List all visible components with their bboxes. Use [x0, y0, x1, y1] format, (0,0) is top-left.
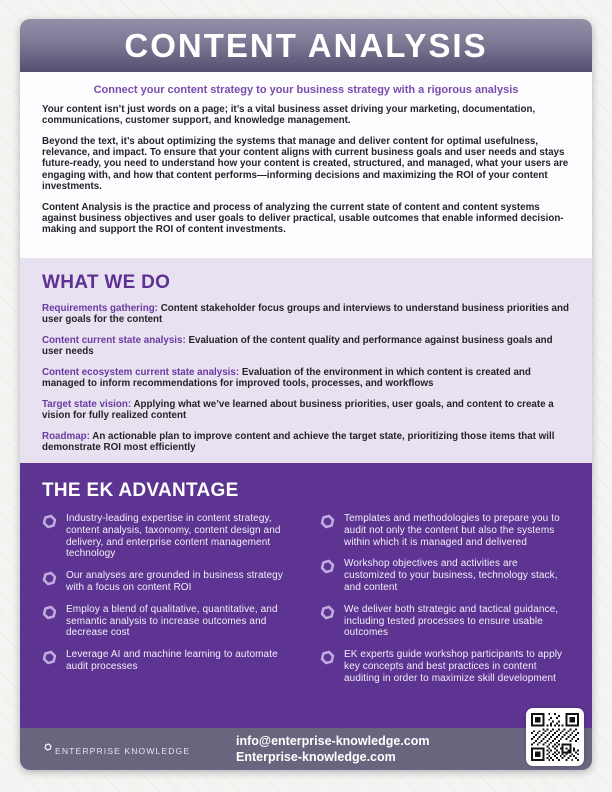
- advantage-text: Templates and methodologies to prepare you to audit not only the content but also the systems within which it is managed and delivered: [344, 513, 560, 548]
- ek-logo-hexagon-icon: [44, 743, 52, 751]
- advantage-item: [320, 649, 570, 684]
- hexagon-bullet-icon: [42, 605, 57, 620]
- advantage-item: [320, 558, 570, 593]
- service-item-roadmap: [42, 431, 570, 454]
- ek-logo-text: ENTERPRISE KNOWLEDGE: [55, 745, 191, 756]
- contact-block: [236, 733, 429, 765]
- advantage-left-column: [42, 513, 292, 695]
- advantage-right-column: [320, 513, 570, 695]
- advantage-text: Leverage AI and machine learning to automate audit processes: [66, 649, 278, 672]
- enterprise-knowledge-logo: [44, 743, 214, 756]
- tagline: Connect your content strategy to your business strategy with a rigorous analysis: [93, 84, 519, 96]
- advantage-text: Workshop objectives and activities are customized to your business, technology stack, and content: [344, 558, 558, 593]
- intro-paragraph-1: Your content isn’t just words on a page; it’s a vital business asset driving your marketing, documentation, communications, customer support, and knowledge management.: [42, 104, 536, 127]
- service-item-ecosystem-current-state: [42, 367, 570, 390]
- page-title: CONTENT ANALYSIS: [124, 26, 488, 64]
- advantage-text: Our analyses are grounded in business strategy with a focus on content ROI: [66, 570, 283, 593]
- advantage-item: [320, 513, 570, 548]
- website-link[interactable]: Enterprise-knowledge.com: [236, 750, 396, 764]
- hexagon-bullet-icon: [42, 514, 57, 529]
- advantage-columns: [42, 513, 570, 695]
- service-label: Content current state analysis:: [42, 334, 186, 346]
- what-we-do-section: [20, 258, 592, 463]
- advantage-item: [42, 513, 292, 560]
- advantage-item: [320, 604, 570, 639]
- ek-advantage-heading: THE EK ADVANTAGE: [42, 480, 239, 501]
- hexagon-bullet-icon: [320, 559, 335, 574]
- ek-advantage-section: [20, 463, 592, 728]
- service-text: An actionable plan to improve content and achieve the target state, prioritizing those items that will demonstrate ROI most efficiently: [42, 430, 555, 454]
- service-text: Applying what we’ve learned about business priorities, user goals, and content to create a vision for fully realized content: [42, 398, 554, 422]
- hexagon-bullet-icon: [320, 514, 335, 529]
- service-text: Evaluation of the environment in which content is created and managed to inform recommendations for improved tools, processes, and workflows: [42, 366, 531, 390]
- service-item-target-state-vision: [42, 399, 570, 422]
- advantage-text: EK experts guide workshop participants to apply key concepts and best practices in content auditing in order to maximize skill development: [344, 649, 563, 684]
- intro-paragraph-2: Beyond the text, it’s about optimizing the systems that manage and deliver content for optimal usefulness, relevance, and impact. To ensure that your content aligns with current business goals and user needs and stays future-ready, you need to understand how your content is created, structured, and managed, what your users are engaging with, and how that content performs—informing decisions and maximizing the ROI of your content investments.: [42, 135, 569, 193]
- advantage-text: Employ a blend of qualitative, quantitative, and semantic analysis to increase outcomes and decrease cost: [66, 603, 278, 639]
- header-banner: [20, 19, 592, 72]
- contact-email-link[interactable]: info@enterprise-knowledge.com: [236, 734, 430, 748]
- advantage-item: [42, 570, 292, 594]
- what-we-do-heading: WHAT WE DO: [42, 272, 171, 293]
- service-label: Content ecosystem current state analysis:: [42, 366, 240, 378]
- service-label: Target state vision:: [42, 398, 132, 410]
- advantage-text: Industry-leading expertise in content strategy, content analysis, taxonomy, content design and delivery, and enterprise content management technology: [66, 513, 281, 560]
- service-item-requirements-gathering: [42, 303, 570, 326]
- advantage-item: [42, 604, 292, 639]
- service-label: Roadmap:: [42, 430, 90, 442]
- flyer-card: [20, 19, 592, 770]
- hexagon-bullet-icon: [42, 650, 57, 665]
- service-text: Content stakeholder focus groups and interviews to understand business priorities and user goals for the content: [42, 303, 569, 326]
- service-label: Requirements gathering:: [42, 303, 158, 314]
- hexagon-bullet-icon: [42, 571, 57, 586]
- intro-section: [20, 72, 592, 258]
- intro-paragraph-3: Content Analysis is the practice and process of analyzing the current state of content and content systems against business objectives and user goals to deliver practical, usable outcomes that enable informed decision-making and support the ROI of content investments.: [42, 201, 564, 236]
- hexagon-bullet-icon: [320, 605, 335, 620]
- service-item-content-current-state: [42, 335, 570, 358]
- qr-code: [526, 708, 584, 766]
- service-text: Evaluation of the content quality and performance against business goals and user needs: [42, 334, 553, 358]
- hexagon-bullet-icon: [320, 650, 335, 665]
- footer-bar: [20, 728, 592, 770]
- advantage-text: We deliver both strategic and tactical guidance, including tested processes to ensure usable outcomes: [344, 603, 559, 639]
- advantage-item: [42, 649, 292, 673]
